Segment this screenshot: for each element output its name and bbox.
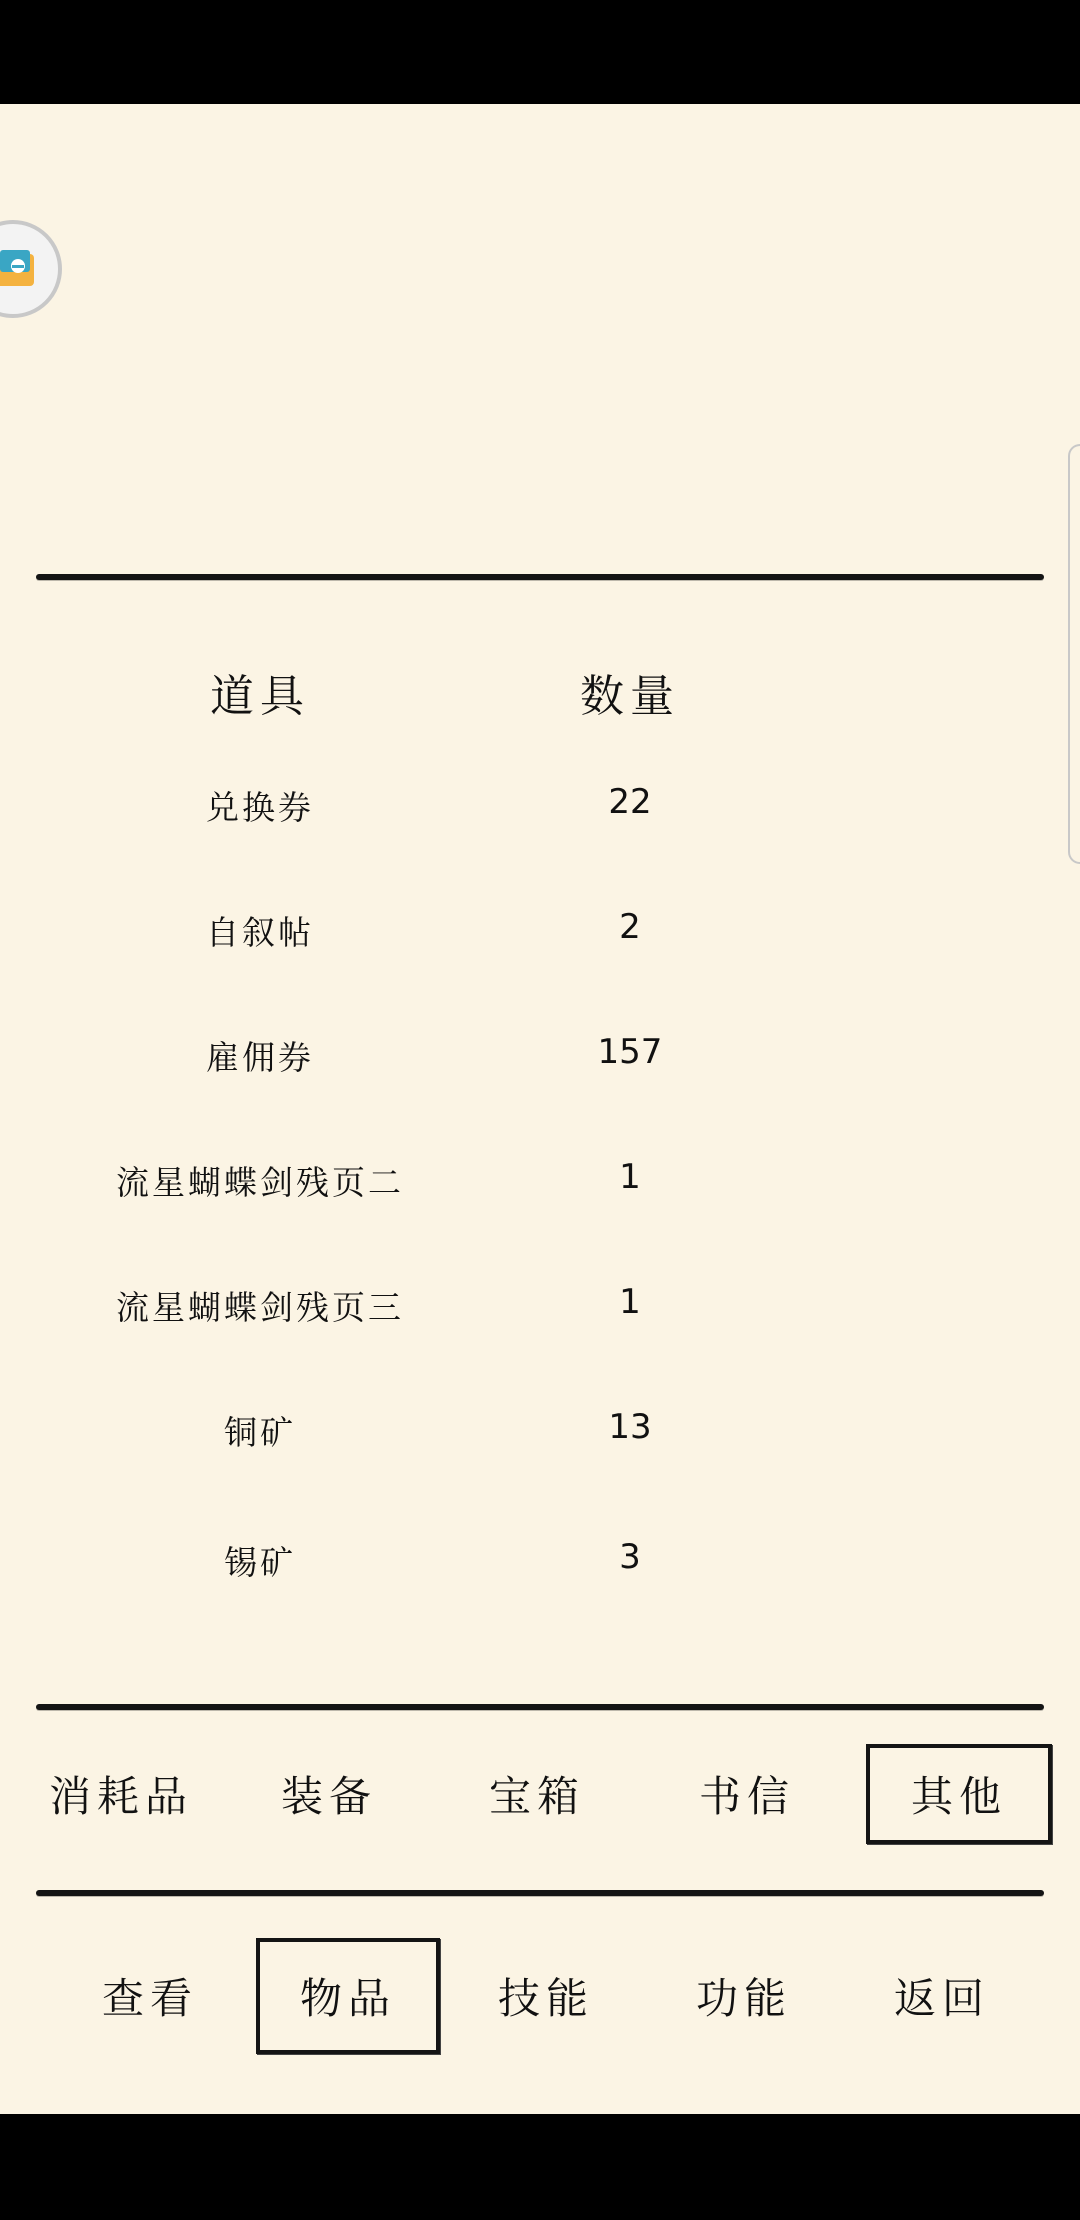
menu-view[interactable]: 查看 bbox=[101, 1974, 198, 2023]
item-quantity: 157 bbox=[597, 1032, 663, 1072]
bottom-divider bbox=[36, 1890, 1044, 1896]
table-row[interactable] bbox=[0, 1157, 1080, 1283]
item-quantity: 2 bbox=[619, 907, 641, 947]
category-tabs bbox=[0, 1744, 1080, 1884]
middle-divider bbox=[36, 1704, 1044, 1710]
menu-skills[interactable]: 技能 bbox=[497, 1974, 594, 2023]
table-row[interactable] bbox=[0, 907, 1080, 1033]
menu-back[interactable]: 返回 bbox=[893, 1974, 990, 2023]
menu-functions[interactable]: 功能 bbox=[695, 1974, 792, 2023]
item-quantity: 1 bbox=[619, 1157, 641, 1197]
app-launcher-icon bbox=[0, 246, 36, 292]
item-name: 流星蝴蝶剑残页三 bbox=[116, 1288, 404, 1327]
tab-letters[interactable]: 书信 bbox=[698, 1772, 795, 1821]
item-quantity: 13 bbox=[608, 1407, 652, 1447]
table-row[interactable] bbox=[0, 782, 1080, 908]
status-bar bbox=[0, 0, 1080, 104]
item-name: 锡矿 bbox=[224, 1543, 296, 1582]
table-row[interactable] bbox=[0, 1537, 1080, 1663]
table-row[interactable] bbox=[0, 1407, 1080, 1533]
item-name: 雇佣券 bbox=[206, 1038, 314, 1077]
tab-other[interactable]: 其他 bbox=[866, 1744, 1052, 1844]
item-table bbox=[0, 632, 1080, 1672]
tab-consumables[interactable]: 消耗品 bbox=[48, 1772, 193, 1821]
item-quantity: 22 bbox=[608, 782, 652, 822]
tab-equipment[interactable]: 装备 bbox=[280, 1772, 377, 1821]
item-name: 自叙帖 bbox=[206, 913, 314, 952]
header-quantity: 数量 bbox=[580, 671, 680, 722]
table-row[interactable] bbox=[0, 1282, 1080, 1408]
game-screen bbox=[0, 104, 1080, 2114]
bottom-menu bbox=[0, 1938, 1080, 2068]
header-item: 道具 bbox=[210, 671, 310, 722]
item-quantity: 3 bbox=[619, 1537, 641, 1577]
item-quantity: 1 bbox=[619, 1282, 641, 1322]
table-row[interactable] bbox=[0, 1032, 1080, 1158]
floating-assist-button[interactable] bbox=[0, 220, 62, 318]
item-name: 铜矿 bbox=[224, 1413, 296, 1452]
navigation-bar bbox=[0, 2114, 1080, 2220]
top-divider bbox=[36, 574, 1044, 580]
item-name: 流星蝴蝶剑残页二 bbox=[116, 1163, 404, 1202]
tab-chests[interactable]: 宝箱 bbox=[488, 1772, 585, 1821]
table-header bbox=[0, 660, 1080, 740]
item-name: 兑换券 bbox=[206, 788, 314, 827]
menu-items[interactable]: 物品 bbox=[256, 1938, 440, 2054]
